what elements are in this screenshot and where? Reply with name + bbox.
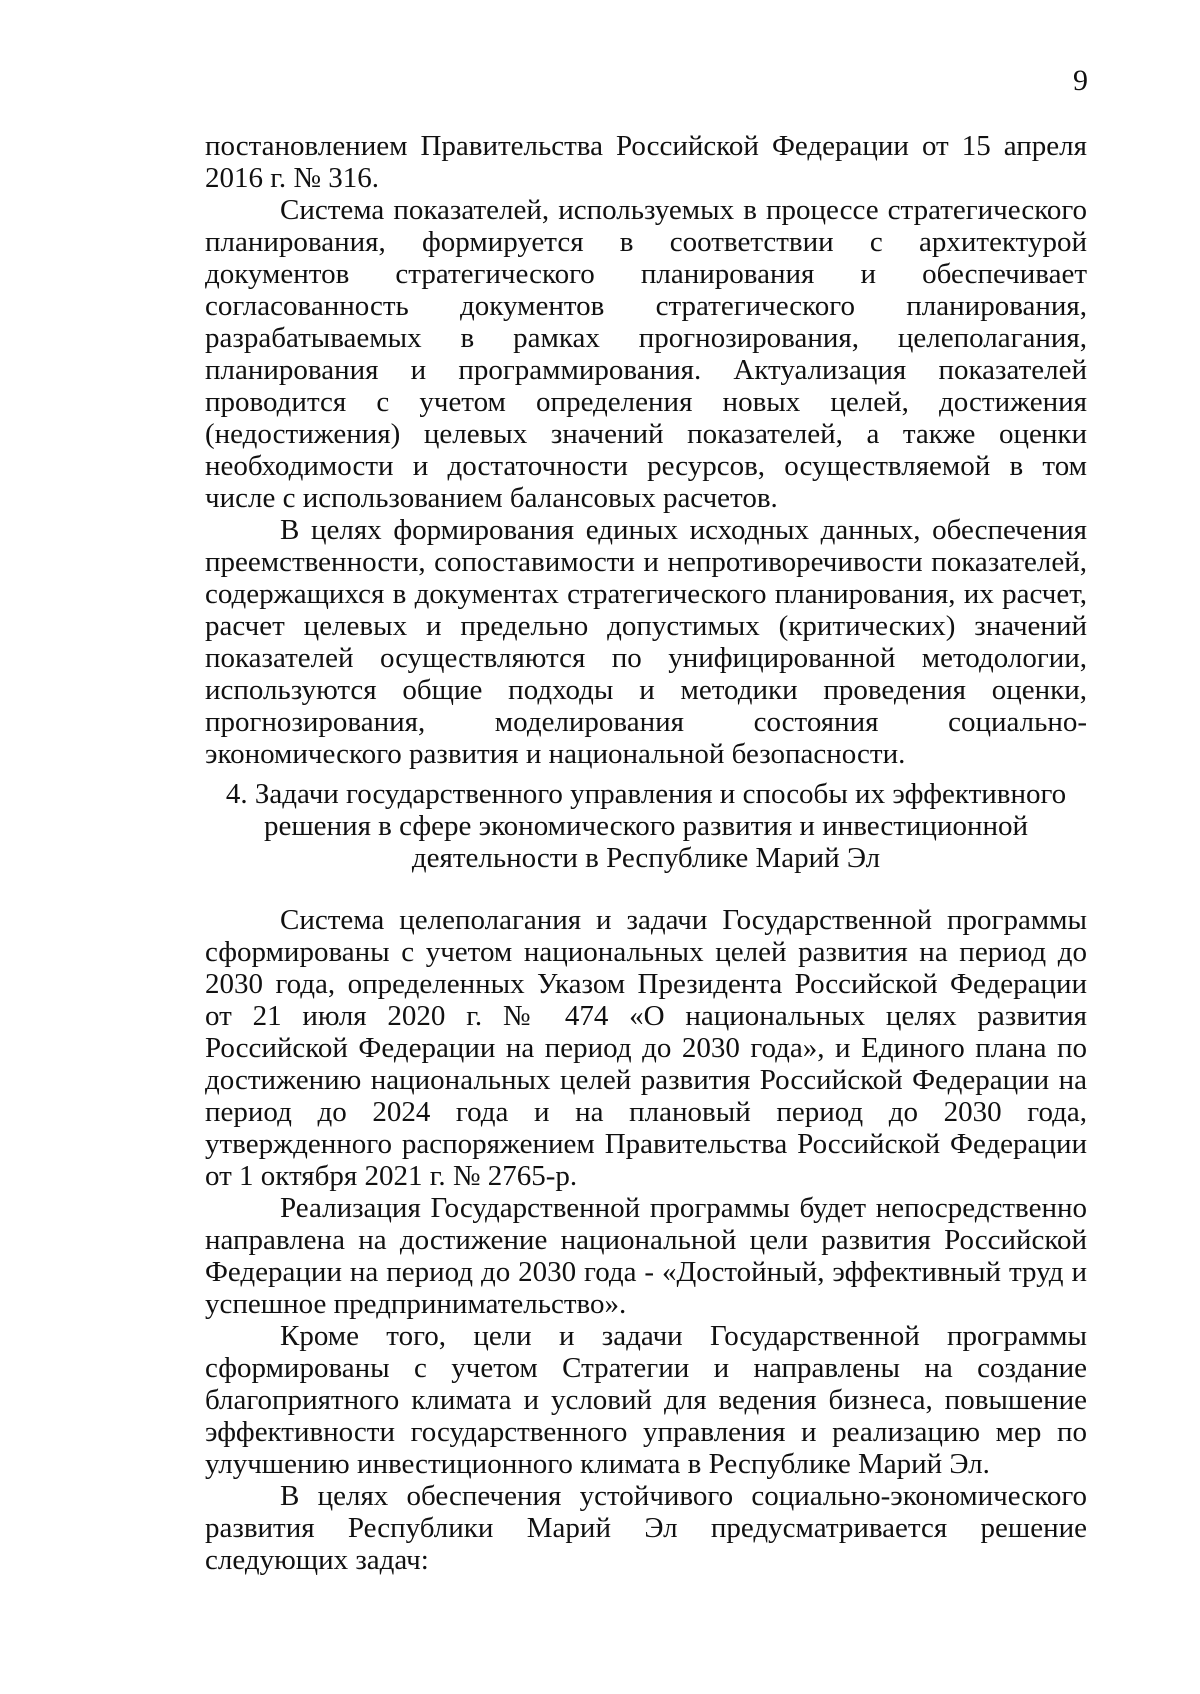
paragraph-implementation: Реализация Государственной программы будет непосредственно направлена на достижение национальной цели развития Российской Федерации на период до 2030 года - «Достойный, эффективный труд и успешное предпринимательство». <box>205 1192 1087 1320</box>
section-heading-line: деятельности в Республике Марий Эл <box>411 842 881 874</box>
paragraph-unified-data: В целях формирования единых исходных данных, обеспечения преемственности, сопоставимости и непротиворечивости показателей, содержащихся в документах стратегического планирования, их расчет, расчет целевых и предельно допустимых (критических) значений показателей осуществляются по унифицированной методологии, используются общие подходы и методики проведения оценки, прогнозирования, моделирования состояния социально-экономического развития и национальной безопасности. <box>205 514 1087 770</box>
paragraph-indicator-system: Система показателей, используемых в процессе стратегического планирования, формируется в соответствии с архитектурой документов стратегического планирования и обеспечивает согласованность документов стратегического планирования, разрабатываемых в рамках прогнозирования, целеполагания, планирования и программирования. Актуализация показателей проводится с учетом определения новых целей, достижения (недостижения) целевых значений показателей, а также оценки необходимости и достаточности ресурсов, осуществляемой в том числе с использованием балансовых расчетов. <box>205 194 1087 514</box>
section-heading <box>205 778 1087 874</box>
paragraph-goal-system: Система целеполагания и задачи Государственной программы сформированы с учетом национальных целей развития на период до 2030 года, определенных Указом Президента Российской Федерации от 21 июля 2020 г. № 474 «О национальных целях развития Российской Федерации на период до 2030 года», и Единого плана по достижению национальных целей развития Российской Федерации на период до 2024 года и на плановый период до 2030 года, утвержденного распоряжением Правительства Российской Федерации от 1 октября 2021 г. № 2765-р. <box>205 904 1087 1192</box>
section-heading-line: 4. Задачи государственного управления и способы их эффективного <box>225 778 1067 810</box>
paragraph-strategy: Кроме того, цели и задачи Государственной программы сформированы с учетом Стратегии и направлены на создание благоприятного климата и условий для ведения бизнеса, повышение эффективности государственного управления и реализацию мер по улучшению инвестиционного климата в Республике Марий Эл. <box>205 1320 1087 1480</box>
page-number: 9 <box>1073 64 1088 97</box>
paragraph-continuation: постановлением Правительства Российской Федерации от 15 апреля 2016 г. № 316. <box>205 130 1087 194</box>
bottom-text-block <box>205 904 1087 1576</box>
paragraph-tasks-intro: В целях обеспечения устойчивого социально-экономического развития Республики Марий Эл предусматривается решение следующих задач: <box>205 1480 1087 1576</box>
section-heading-line: решения в сфере экономического развития и инвестиционной <box>263 810 1029 842</box>
top-text-block <box>205 130 1087 770</box>
